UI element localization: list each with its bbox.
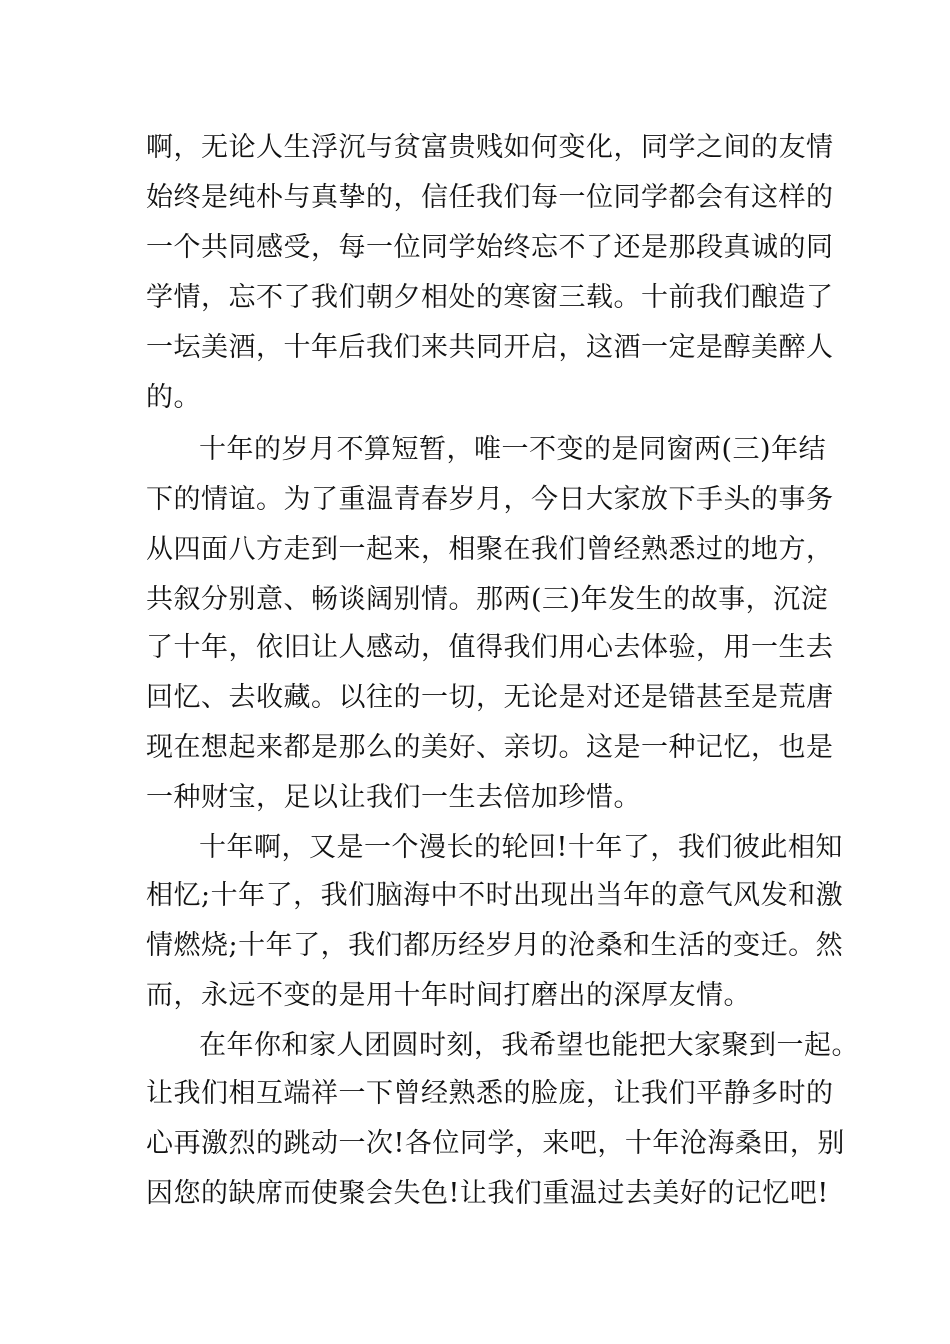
text-line: 共叙分别意、畅谈阔别情。那两(三)年发生的故事，沉淀: [146, 584, 829, 615]
text-line: 一坛美酒，十年后我们来共同开启，这酒一定是醇美醉人: [146, 332, 834, 363]
paragraph-first-line: 十年的岁月不算短暂，唯一不变的是同窗两(三)年结: [199, 434, 827, 465]
text-line: 回忆、去收藏。以往的一切，无论是对还是错甚至是荒唐: [146, 682, 834, 713]
text-line: 从四面八方走到一起来，相聚在我们曾经熟悉过的地方，: [146, 534, 834, 565]
text-line: 让我们相互端祥一下曾经熟悉的脸庞，让我们平静多时的: [146, 1078, 834, 1109]
text-line: 现在想起来都是那么的美好、亲切。这是一种记忆，也是: [146, 732, 834, 763]
text-line: 而，永远不变的是用十年时间打磨出的深厚友情。: [146, 980, 751, 1011]
text-line: 一个共同感受，每一位同学始终忘不了还是那段真诚的同: [146, 232, 834, 263]
text-line: 心再激烈的跳动一次!各位同学，来吧，十年沧海桑田，别: [146, 1128, 845, 1159]
text-line: 啊，无论人生浮沉与贫富贵贱如何变化，同学之间的友情: [146, 132, 834, 163]
text-line: 的。: [146, 382, 201, 413]
text-line: 一种财宝，足以让我们一生去倍加珍惜。: [146, 782, 641, 813]
text-line: 因您的缺席而使聚会失色!让我们重温过去美好的记忆吧!: [146, 1178, 829, 1209]
paragraph-first-line: 十年啊，又是一个漫长的轮回!十年了，我们彼此相知: [199, 832, 843, 863]
text-line: 情燃烧;十年了，我们都历经岁月的沧桑和生活的变迁。然: [146, 930, 844, 961]
text-line: 学情，忘不了我们朝夕相处的寒窗三载。十前我们酿造了: [146, 282, 834, 313]
paragraph-first-line: 在年你和家人团圆时刻，我希望也能把大家聚到一起。: [199, 1030, 859, 1061]
text-line: 始终是纯朴与真挚的，信任我们每一位同学都会有这样的: [146, 182, 834, 213]
text-line: 相忆;十年了，我们脑海中不时出现出当年的意气风发和激: [146, 880, 844, 911]
text-line: 下的情谊。为了重温青春岁月，今日大家放下手头的事务: [146, 484, 834, 515]
text-line: 了十年，依旧让人感动，值得我们用心去体验，用一生去: [146, 632, 834, 663]
